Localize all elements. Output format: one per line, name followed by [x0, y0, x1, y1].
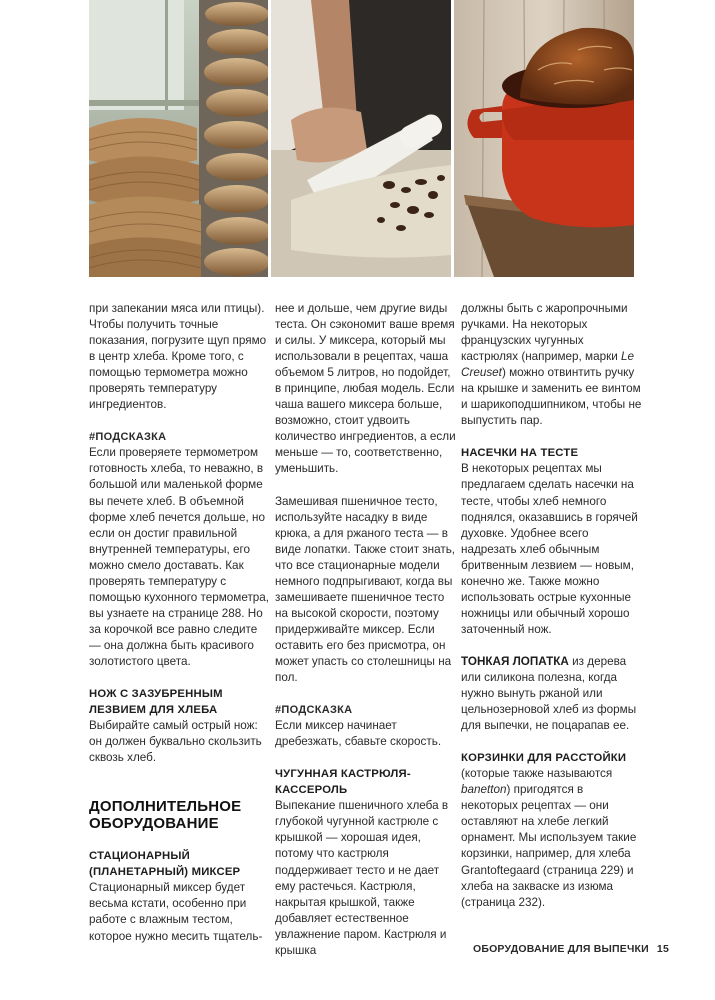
tip-text: Если проверяете термометром готовность хлеба, то неважно, в большой или маленькой форме вы печете хлеб. В объемной форме хлеб печется дольше, но если он достиг правильной внутренней температуры, его можно смело доставать. Как проверять температуру с помощью кухонного термометра, вы узнаете на странице 288. Но за корочкой все равно следите — она должна быть красивого золотистого цвета.	[89, 446, 270, 668]
tip-text: Если миксер начинает дребезжать, сбавьте скорость.	[275, 719, 442, 749]
photo-dough-scraper	[271, 0, 451, 277]
subheading-scoring: НАСЕЧКИ НА ТЕСТЕ	[461, 447, 579, 460]
paragraph: Выбирайте самый острый нож: он должен буквально скользить сквозь хлеб.	[89, 719, 262, 765]
text-column-3	[461, 301, 642, 911]
subheading-serrated-knife: НОЖ С ЗАЗУБРЕННЫМ ЛЕЗВИЕМ ДЛЯ ХЛЕБА	[89, 688, 223, 717]
term-banetton: banetton	[461, 783, 507, 797]
paragraph: Выпекание пшеничного хлеба в глубокой чугунной кастрюле с крышкой — хорошая идея, потому что кастрюля поддерживает тесто и не дает ему растечься. Кастрюля, накрытая крышкой, также добавляет естественное увлажнение паром. Кастрюля и крышка	[275, 799, 449, 957]
paragraph: ТОНКАЯ ЛОПАТКА из дерева или силикона полезна, когда нужно вынуть ржаной или цельнозерновой хлеб из формы для выпечки, не поцарапав ее.	[461, 654, 637, 733]
paragraph: Замешивая пшеничное тесто, используйте насадку в виде крюка, а для ржаного теста — в виде лопатки. Также стоит знать, что все стационарные модели немного подпрыгивают, когда вы замешиваете пшеничное тесто на высокой скорости, поэтому придерживайте миксер. Если оставить его без присмотра, он может упасть со столешницы на пол.	[275, 494, 456, 685]
page-footer	[473, 943, 669, 955]
tip-heading: #ПОДСКАЗКА	[89, 431, 167, 444]
text-column-2	[275, 301, 456, 959]
text-column-1	[89, 301, 270, 945]
paragraph: В некоторых рецептах мы предлагаем сделать насечки на тесте, чтобы хлеб немного поднялся, оказавшись в горячей духовке. Удобнее всего надрезать хлеб обычным бритвенным лезвием — новым, конечно же. Также можно использовать острые кухонные ножницы или обычный хорошо заточенный нож.	[461, 462, 638, 636]
brand-name: Le Creuset	[461, 350, 634, 380]
subheading-cast-iron-pot: ЧУГУННАЯ КАСТРЮЛЯ-КАССЕРОЛЬ	[275, 768, 411, 797]
subheading-stand-mixer: СТАЦИОНАРНЫЙ (ПЛАНЕТАРНЫЙ) МИКСЕР	[89, 850, 241, 879]
inline-heading-spatula: ТОНКАЯ ЛОПАТКА	[461, 654, 569, 668]
photo-cast-iron-pot	[454, 0, 634, 277]
paragraph: Стационарный миксер будет весьма кстати, особенно при работе с влажным тестом, которое нужно месить тщатель-	[89, 881, 263, 943]
paragraph: при запекании мяса или птицы). Чтобы получить точные показания, погрузите щуп прямо в центр хлеба. Кроме того, с помощью термометра можно проверять температуру ингредиентов.	[89, 302, 267, 412]
running-footer-title: ОБОРУДОВАНИЕ ДЛЯ ВЫПЕЧКИ	[472, 943, 649, 955]
tip-heading: #ПОДСКАЗКА	[275, 704, 353, 717]
subheading-proofing-baskets: КОРЗИНКИ ДЛЯ РАССТОЙКИ	[461, 752, 627, 765]
page-number: 15	[656, 943, 669, 955]
paragraph: (которые также называются banetton) пригодятся в некоторых рецептах — они оставляют на хлебе легкий орнамент. Мы используем такие корзинки, например, для хлеба Grantoftegaard (страница 229) и хлеба на закваске из изюма (страница 232).	[461, 767, 637, 909]
section-title: ДОПОЛНИТЕЛЬНОЕ ОБОРУДОВАНИЕ	[89, 798, 242, 833]
photo-proofing-baskets	[89, 0, 268, 277]
paragraph: нее и дольше, чем другие виды теста. Он сэкономит ваше время и силы. У миксера, который мы использовали в рецептах, чаша объемом 5 литров, но подойдет, в принципе, любая модель. Если чаша вашего миксера больше, возможно, стоит удвоить количество ингредиентов, а если меньше — то, соответственно, уменьшить.	[275, 302, 456, 476]
paragraph: должны быть с жаропрочными ручками. На некоторых французских чугунных кастрюлях (например, марки Le Creuset) можно отвинтить ручку на крышке и заменить ее винтом и шарикоподшипником, чтобы не выпустить пар.	[461, 302, 642, 428]
